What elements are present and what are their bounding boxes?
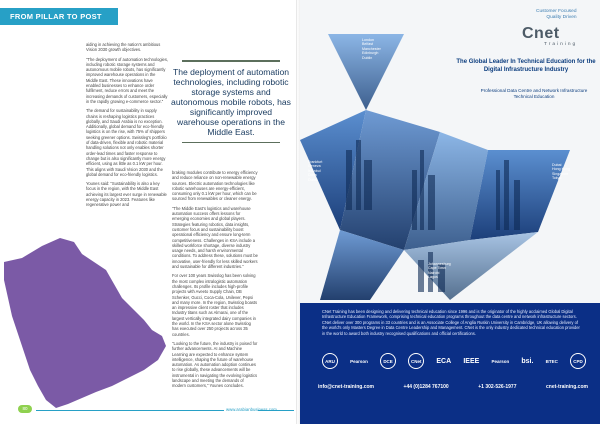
accreditation-logo: bsi. [521, 357, 534, 365]
page-number: 80 [18, 405, 32, 413]
contact-website[interactable]: cnet-training.com [546, 384, 588, 390]
city-name: Hong Kong [552, 167, 570, 172]
city-name: Frankfurt [308, 160, 323, 164]
advert-subheadline: Professional Data Centre and Network Infrastructure Technical Education [480, 88, 588, 100]
accreditation-logo: Pearson [491, 358, 510, 364]
city-name: Dubai [552, 163, 562, 167]
paragraph: aiding in achieving the nation's ambitious Vision 2030 growth objectives. [86, 42, 161, 53]
left-page [0, 0, 297, 424]
city-name: Dublin [362, 55, 373, 60]
contact-details [318, 384, 588, 390]
logo-tagline: Customer Focused Quality Driven [536, 9, 577, 20]
footer-rule [258, 410, 294, 411]
article-column-1 [86, 42, 168, 212]
saudi-arabia-map [2, 232, 168, 412]
paragraph: The demand for sustainability in supply chains is reshaping logistics practices globally, and Saudi Arabia is no exception. Additionally, global demand for eco-friendly logistics is on the rise, with 75% of shippers seeking greener options. Swissleg's portfolio of data-driven, flexible and robotic material handling solutions not only enables shorter order-lead times and faster response to change but is also significantly more energy efficient, using as little as 0.1 kW per hour. This aligns with Saudi Vision 2030 and the global demand for eco-friendly logistics. [86, 108, 167, 177]
city-name: Belfast [362, 42, 373, 47]
city-name: Doha [308, 173, 317, 178]
city-name: Istanbul [308, 168, 321, 173]
city-name: Johannesburg [428, 262, 451, 266]
accreditation-logo: DCE [380, 353, 396, 369]
city-name: Singapore [552, 171, 569, 176]
city-name: Edinburgh [362, 51, 379, 56]
footer-rule [36, 410, 224, 411]
accreditation-logo: IEEE [463, 357, 480, 365]
city-name: Manchester [362, 46, 381, 51]
city-name: Tokyo [552, 176, 562, 181]
accreditation-logo: ARU [322, 353, 338, 369]
city-name: Nairobi [428, 270, 440, 275]
map-shape [4, 238, 166, 408]
advert-headline: The Global Leader In Technical Education for the Digital Infrastructure Industry [456, 59, 596, 73]
contact-phone-uk[interactable]: +44 (0)1284 767100 [403, 384, 449, 390]
right-page-advert [300, 0, 600, 424]
pull-quote [170, 60, 292, 143]
paragraph: For over 100 years Swisslog has been solving the most complex intralogistic automation challenges. Its profile includes high-profile projects with Aveeto Supply Chain, DB Schenker, Gucci, Coca-Cola, Unilever, Pepsi and many more. In the region, Swisslog boasts an impressive client roster that includes Industry titans such as Almarai, one of the largest vertically integrated dairy companies in the world. In the KSA sector alone Swisslog has executed over 250 projects across 35 countries. [172, 273, 258, 337]
cnet-logo-subtitle: Training [544, 42, 578, 47]
city-name: Geneva [308, 164, 321, 169]
city-label-group [428, 262, 451, 280]
accreditation-logo: CNet [408, 353, 424, 369]
footer-website[interactable]: www.arabianbusiness.com [226, 407, 277, 412]
contact-email[interactable]: info@cnet-training.com [318, 384, 374, 390]
quote-rule-bottom [182, 142, 280, 144]
accreditation-logo: BTEC [545, 358, 558, 364]
contact-phone-us[interactable]: +1 302-526-1977 [478, 384, 517, 390]
accreditation-logo: Pearson [350, 358, 368, 364]
quote-rule-top [182, 60, 280, 62]
company-description: CNet Training has been designing and delivering technical education since 1996 and is the originator of the highly acclaimed Global Digital Infrastructure Education Framework, comprising technical education programs throughout the data centre and network infrastructure sectors. CNet deliver over 300 programs in 33 countries and is an Associate College of Anglia Ruskin University in Cambridge, UK allowing delivery of the world's only Masters Degree in Data Centre Leadership and Management. CNet is the only industry dedicated technical education provider in the world to award both industry recognised qualifications and official certifications. [322, 309, 580, 336]
pull-quote-text: The deployment of automation technologies, including robotic storage systems and autonomous mobile robots, has significantly improved warehouse operations in the Middle East. [171, 66, 291, 137]
city-name: London [362, 38, 374, 42]
city-name: Cape Town [428, 266, 446, 271]
accreditation-logo: ECA [436, 357, 452, 365]
city-label-group [552, 163, 570, 181]
accreditation-logo: CPD [570, 353, 586, 369]
city-label-group [308, 160, 322, 182]
paragraph: Younes said: "Sustainability is also a key focus in the region, with the Middle East achieving its largest ever surge in renewable energy capacity in 2023. Features like regenerative power and [86, 181, 167, 208]
city-label-group [362, 38, 381, 60]
city-name: Lagos [428, 275, 438, 280]
accreditation-logos [322, 350, 586, 372]
city-name: Dubai [308, 177, 318, 182]
paragraph: "The deployment of automation technologies, including robotic storage systems and autonomous mobile robots, has significantly improved warehouse operations in the Middle East. These innovations have enabled businesses to enhance order fulfilment, reduce errors and meet the increasing demands of customers, especially in the rapidly growing e-commerce sector." [86, 56, 169, 104]
paragraph: "The Middle East's logistics and warehouse automation success offers lessons for emerging economies and global players. Strategies featuring robotics, data insights, customer focus and sustainability boost operational efficiency and ensure long-term competitiveness. Challenges in KSA include a skilled workforce shortage, diverse industry usage needs, and harsh environmental conditions. To address these, solutions must be innovative, user-friendly for less skilled workers and sustainable for different industries." [172, 205, 258, 270]
section-banner: FROM PILLAR TO POST [0, 8, 118, 25]
paragraph: "Looking to the future, the industry is poised for further advancements. AI and Machine Learning are expected to enhance system intelligence, shaping the future of warehouse automation. As automation adoption continues to rise globally, these advancements will be instrumental in navigating the evolving logistics landscape and meeting the demands of modern customers," Younes concludes. [172, 340, 258, 389]
cnet-logo: Cnet [522, 25, 560, 42]
paragraph: braking modules contribute to energy efficiency and reduce reliance on non-renewable energy sources. Electric automation technologies like robotic warehouses are energy-efficient, consuming only 0.1 kW per hour, which can be sourced from renewables or cleaner energy. [172, 170, 258, 202]
article-column-2 [172, 170, 258, 393]
info-box [300, 303, 600, 424]
